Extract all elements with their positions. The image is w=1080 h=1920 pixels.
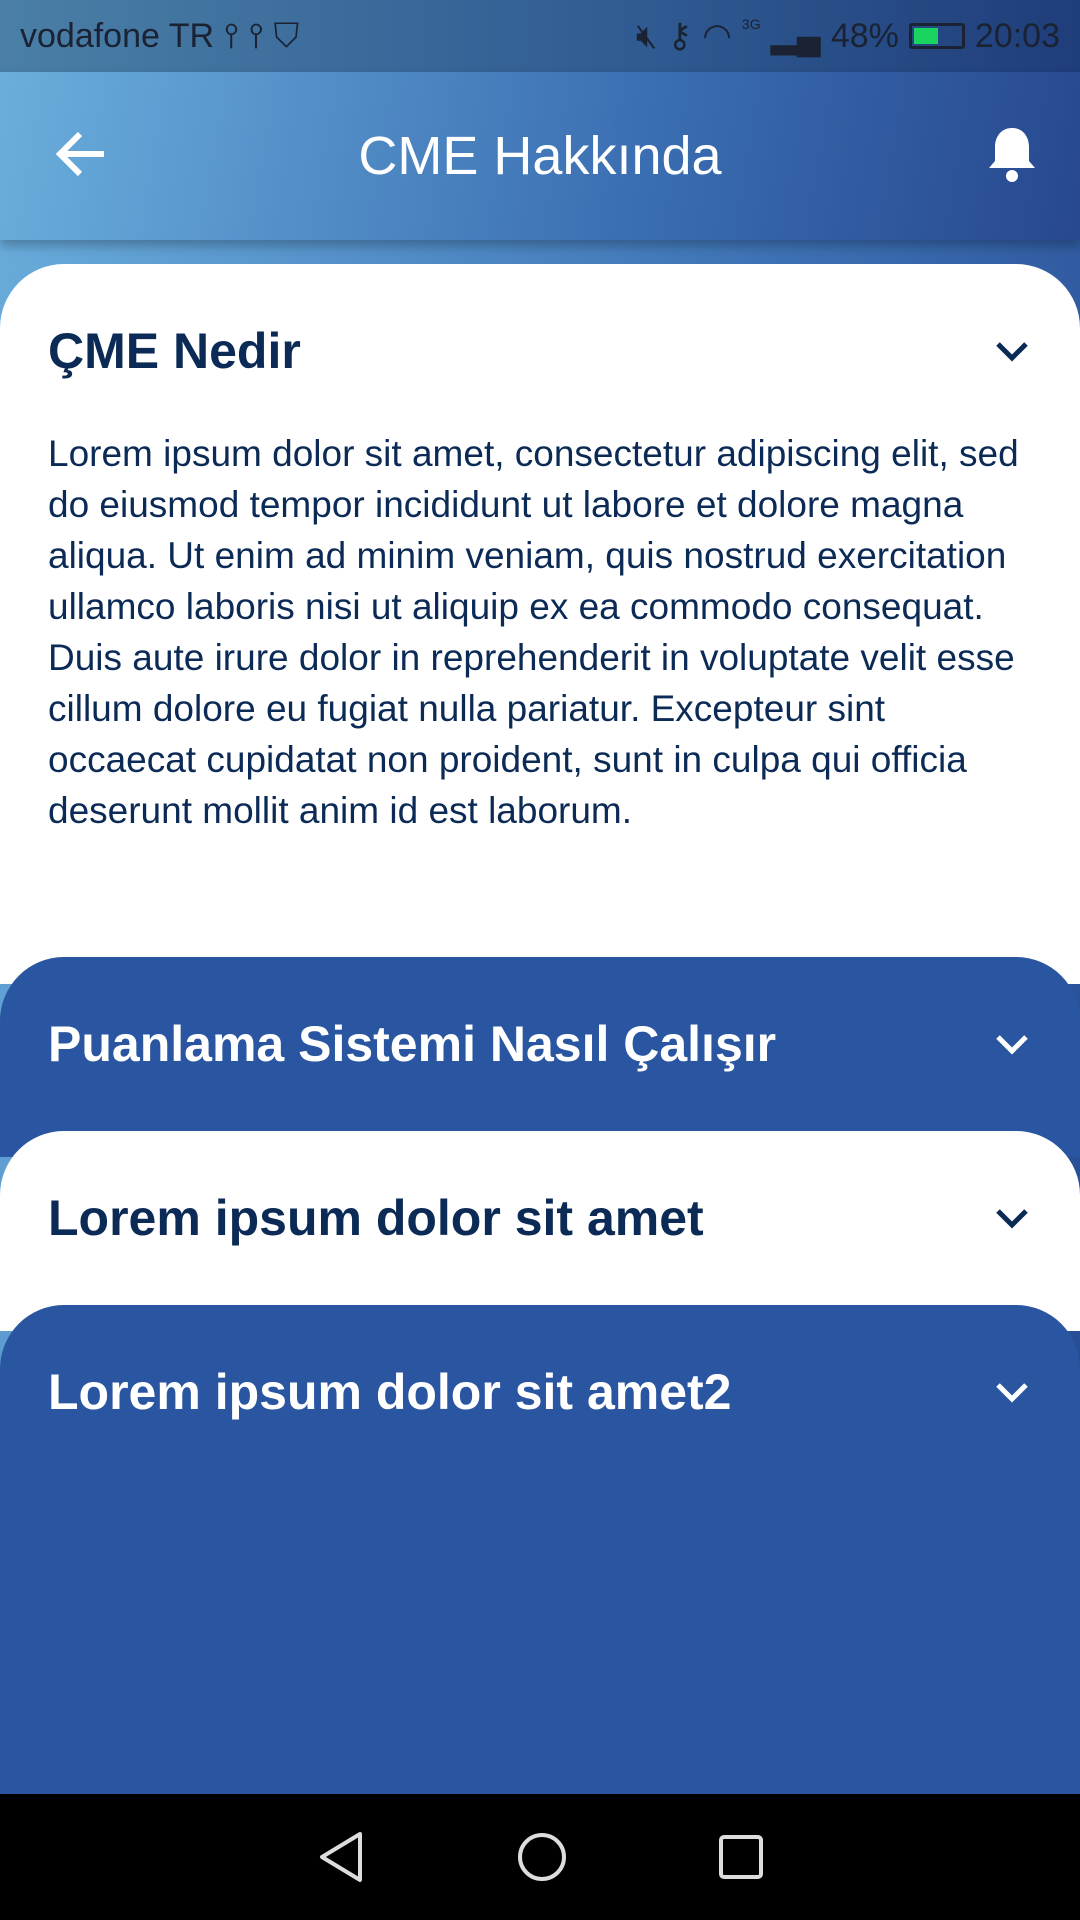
usb-icon: ⫯ [224,16,239,55]
section-lorem-1 [0,1131,1080,1331]
mute-icon: 🔇︎ [635,16,658,55]
page-title: CME Hakkında [358,126,722,186]
section-puanlama [0,957,1080,1157]
chevron-down-icon [992,1372,1032,1412]
system-nav-bar [0,1794,1080,1920]
section-lorem-2 [0,1305,1080,1794]
nav-home-icon[interactable] [516,1831,568,1883]
carrier-label: vodafone TR [20,16,215,55]
shield-icon: ⛉ [273,16,300,55]
section-header[interactable] [48,264,1032,438]
section-header[interactable] [48,1305,1032,1479]
section-title: Lorem ipsum dolor sit amet2 [48,1364,732,1420]
chevron-down-icon [992,1024,1032,1064]
app-bar [0,72,1080,240]
notification-bell-icon[interactable] [986,124,1038,189]
wifi-icon: ◠ [702,17,732,55]
battery-percent: 48% [830,16,899,55]
nav-recents-icon[interactable] [718,1834,764,1880]
back-arrow-icon[interactable] [56,130,108,187]
chevron-down-icon [992,331,1032,371]
section-header[interactable] [48,1131,1032,1305]
section-title: Puanlama Sistemi Nasıl Çalışır [48,1016,777,1072]
section-body: Lorem ipsum dolor sit amet, consectetur adipiscing elit, sed do eiusmod tempor incididunt ut labore et dolore magna aliqua. Ut enim ad minim veniam, quis nostrud exercitation ullamco laboris nisi ut aliquip ex ea commodo consequat. Duis aute irure dolor in reprehenderit in voluptate velit esse cillum dolore eu fugiat nulla pariatur. Excepteur sint occaecat cupidatat non proident, sunt in culpa qui officia deserunt mollit anim id est laborum. [48,433,1019,831]
network-type: 3G [741,16,761,32]
vpn-key-icon: ⚷ [667,17,693,55]
nav-back-icon[interactable] [316,1830,366,1884]
usb-icon: ⫯ [248,16,264,55]
section-cme-nedir [0,264,1080,984]
status-bar [0,0,1080,72]
signal-icon: ▂▄ [770,17,821,55]
section-header[interactable] [48,957,1032,1131]
clock: 20:03 [974,16,1060,55]
battery-icon [909,23,965,49]
section-title: Lorem ipsum dolor sit amet [48,1190,704,1246]
chevron-down-icon [992,1198,1032,1238]
section-title: ÇME Nedir [48,323,301,379]
